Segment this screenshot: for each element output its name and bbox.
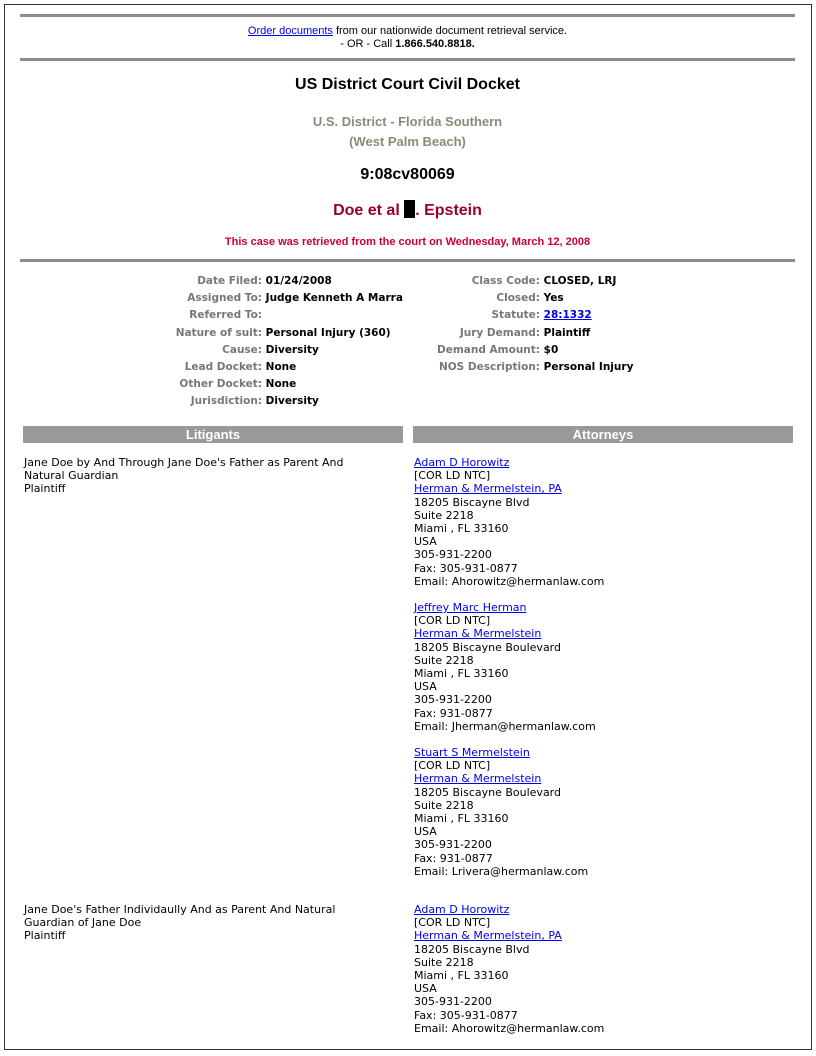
attorney-contact-line: 305-931-2200 xyxy=(414,548,492,562)
litigants-header: Litigants xyxy=(23,426,403,443)
attorney-contact-line: Suite 2218 xyxy=(414,508,474,522)
attorney-entry xyxy=(414,746,789,878)
statute-link[interactable]: 28:1332 xyxy=(543,309,592,322)
detail-label: Date Filed: xyxy=(197,275,262,287)
attorney-contact-line: Miami , FL 33160 xyxy=(414,969,509,983)
detail-row xyxy=(400,361,633,378)
caption-right: . Epstein xyxy=(415,202,482,219)
firm-link[interactable]: Herman & Mermelstein xyxy=(414,627,542,641)
attorney-contact-line: 305-931-2200 xyxy=(414,995,492,1009)
attorney-entry xyxy=(414,456,789,588)
attorney-contact-line: Fax: 305-931-0877 xyxy=(414,561,518,575)
attorneys-header: Attorneys xyxy=(413,426,793,443)
redaction-block xyxy=(404,200,415,218)
detail-row xyxy=(140,361,403,378)
detail-value: Plaintiff xyxy=(543,326,591,339)
attorney-contact-line: USA xyxy=(414,535,437,549)
firm-link[interactable]: Herman & Mermelstein, PA xyxy=(414,929,562,943)
litigant xyxy=(24,903,399,943)
detail-row xyxy=(400,344,633,361)
attorney-contact-line: 305-931-2200 xyxy=(414,838,492,852)
detail-label: Referred To: xyxy=(189,309,262,322)
detail-value: Diversity xyxy=(265,395,319,408)
detail-row xyxy=(140,309,403,326)
detail-value: Personal Injury xyxy=(543,360,634,373)
attorney-contact-line: Email: Ahorowitz@hermanlaw.com xyxy=(414,1021,605,1035)
attorney-list xyxy=(414,903,789,1048)
order-banner xyxy=(20,25,795,51)
litigant-role: Plaintiff xyxy=(24,482,66,496)
divider xyxy=(20,58,795,61)
detail-value: Judge Kenneth A Marra xyxy=(265,292,403,305)
detail-label: NOS Description: xyxy=(438,360,540,373)
detail-row xyxy=(140,275,403,292)
detail-row xyxy=(400,327,633,344)
attorney-contact-line: Miami , FL 33160 xyxy=(414,522,509,536)
attorney-contact-line: Email: Jherman@hermanlaw.com xyxy=(414,719,596,733)
order-text: from our nationwide document retrieval service. xyxy=(332,25,568,37)
retrieved-notice: This case was retrieved from the court on Wednesday, March 12, 2008 xyxy=(224,236,591,248)
attorney-list xyxy=(414,456,789,891)
detail-row xyxy=(140,344,403,361)
detail-row xyxy=(400,292,633,309)
attorney-contact-line: Miami , FL 33160 xyxy=(414,812,509,826)
litigant-name: Jane Doe by And Through Jane Doe's Father as Parent And xyxy=(24,456,344,469)
detail-row xyxy=(140,395,403,412)
detail-label: Demand Amount: xyxy=(437,343,540,356)
litigant-name: Guardian of Jane Doe xyxy=(24,916,142,930)
attorney-contact-line: Email: Lrivera@hermanlaw.com xyxy=(414,864,589,878)
or-text: - OR - Call xyxy=(340,38,396,50)
attorney-name-link[interactable]: Jeffrey Marc Herman xyxy=(414,601,527,615)
litigant xyxy=(24,456,399,496)
detail-row xyxy=(140,378,403,395)
detail-value: Personal Injury (360) xyxy=(265,326,391,339)
attorney-contact-line: 18205 Biscayne Blvd xyxy=(414,942,530,956)
page-title: US District Court Civil Docket xyxy=(295,76,520,93)
attorney-tag: [COR LD NTC] xyxy=(414,759,491,773)
attorney-contact-line: USA xyxy=(414,825,437,839)
court-name xyxy=(20,112,795,152)
attorney-name-link[interactable]: Adam D Horowitz xyxy=(414,903,510,916)
attorney-contact-line: Suite 2218 xyxy=(414,955,474,969)
phone-number: 1.866.540.8818. xyxy=(395,38,475,50)
attorney-tag: [COR LD NTC] xyxy=(414,469,491,483)
attorney-tag: [COR LD NTC] xyxy=(414,614,491,628)
litigant-name: Jane Doe's Father Individaully And as Parent And Natural xyxy=(24,903,336,916)
attorney-contact-line: Suite 2218 xyxy=(414,653,474,667)
firm-link[interactable]: Herman & Mermelstein xyxy=(414,772,542,786)
firm-link[interactable]: Herman & Mermelstein, PA xyxy=(414,482,562,496)
court-district: U.S. District - Florida Southern xyxy=(312,114,503,129)
detail-label: Jurisdiction: xyxy=(190,395,262,408)
detail-value: $0 xyxy=(543,343,559,356)
detail-label: Closed: xyxy=(496,292,540,305)
court-division: (West Palm Beach) xyxy=(349,134,466,149)
detail-value: Diversity xyxy=(265,343,319,356)
order-documents-link[interactable]: Order documents xyxy=(247,25,333,37)
attorney-entry xyxy=(414,601,789,733)
attorney-contact-line: Fax: 931-0877 xyxy=(414,851,493,865)
detail-label: Nature of suit: xyxy=(175,326,262,339)
attorney-contact-line: Email: Ahorowitz@hermanlaw.com xyxy=(414,574,605,588)
detail-label: Other Docket: xyxy=(179,378,262,391)
detail-label: Assigned To: xyxy=(187,292,262,305)
details-right xyxy=(400,275,633,378)
divider xyxy=(20,14,795,17)
attorney-contact-line: 18205 Biscayne Boulevard xyxy=(414,640,561,654)
detail-value: None xyxy=(265,360,297,373)
attorney-contact-line: USA xyxy=(414,680,437,694)
details-left xyxy=(140,275,403,413)
detail-row xyxy=(140,292,403,309)
attorney-name-link[interactable]: Stuart S Mermelstein xyxy=(414,746,530,760)
attorney-contact-line: Miami , FL 33160 xyxy=(414,667,509,681)
case-number: 9:08cv80069 xyxy=(360,166,455,183)
detail-row xyxy=(400,275,633,292)
detail-value: 01/24/2008 xyxy=(265,275,332,287)
detail-row xyxy=(400,309,633,326)
detail-label: Statute: xyxy=(491,309,540,322)
attorney-contact-line: Fax: 305-931-0877 xyxy=(414,1008,518,1022)
litigant-role: Plaintiff xyxy=(24,929,66,943)
attorney-contact-line: 305-931-2200 xyxy=(414,693,492,707)
litigant-name: Natural Guardian xyxy=(24,469,119,483)
caption-left: Doe et al xyxy=(333,202,405,219)
detail-value: Yes xyxy=(543,292,564,305)
detail-value: None xyxy=(265,378,297,391)
case-caption xyxy=(20,200,795,220)
attorney-entry xyxy=(414,903,789,1035)
detail-label: Lead Docket: xyxy=(184,360,262,373)
divider xyxy=(20,259,795,262)
attorney-name-link[interactable]: Adam D Horowitz xyxy=(414,456,510,469)
attorney-contact-line: USA xyxy=(414,982,437,996)
detail-row xyxy=(140,327,403,344)
detail-label: Cause: xyxy=(222,343,262,356)
attorney-tag: [COR LD NTC] xyxy=(414,916,491,930)
detail-label: Class Code: xyxy=(471,275,540,287)
attorney-contact-line: Fax: 931-0877 xyxy=(414,706,493,720)
detail-label: Jury Demand: xyxy=(459,326,540,339)
attorney-contact-line: 18205 Biscayne Blvd xyxy=(414,495,530,509)
attorney-contact-line: 18205 Biscayne Boulevard xyxy=(414,785,561,799)
attorney-contact-line: Suite 2218 xyxy=(414,798,474,812)
detail-value: CLOSED, LRJ xyxy=(543,275,617,287)
